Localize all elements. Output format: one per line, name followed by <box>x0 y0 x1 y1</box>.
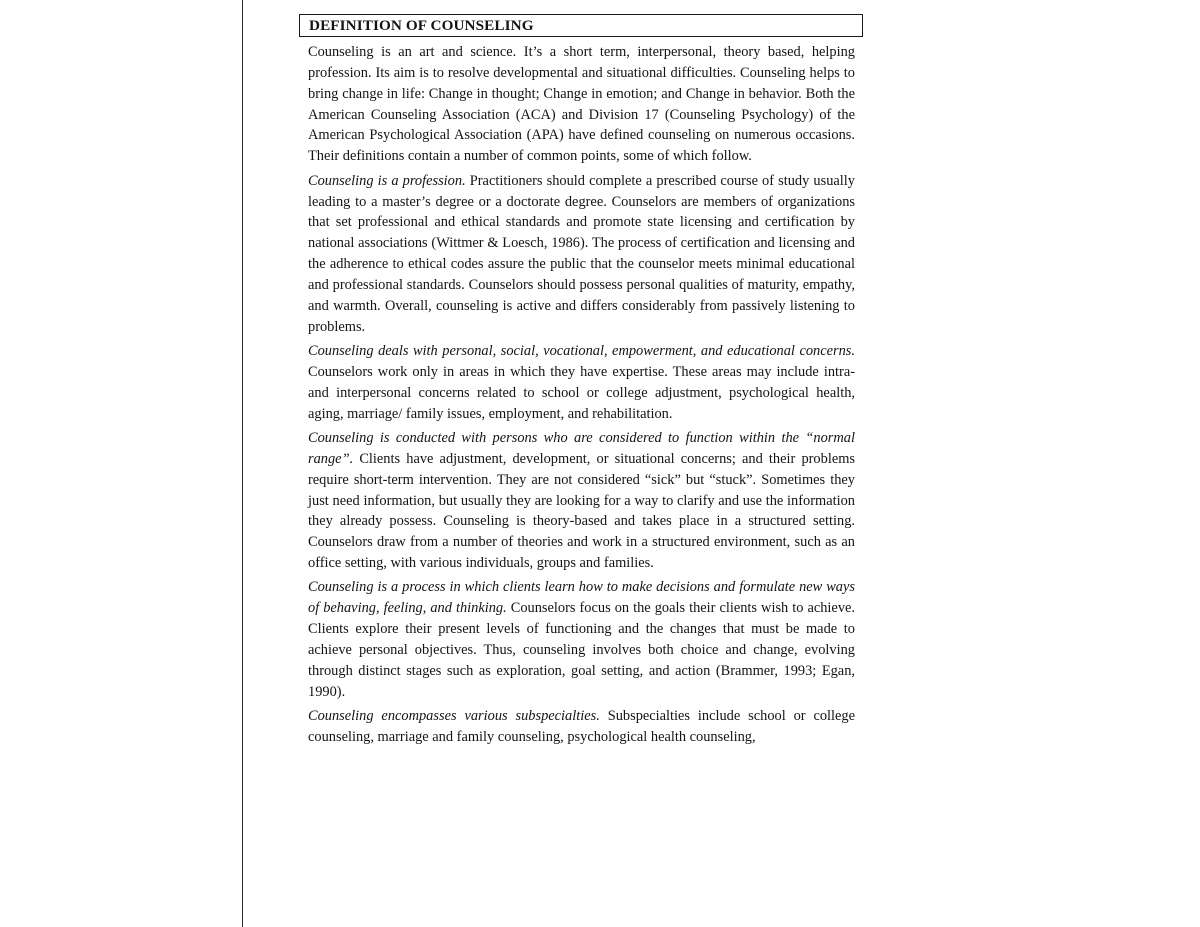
paragraph-text: Counseling is an art and science. It’s a short term, interpersonal, theory based, helping profession. Its aim is to resolve developmental and situational difficulties. Counseling helps to bring change in life: Change in thought; Change in emotion; and Change in behavior. Both the American Counseling Association (ACA) and Division 17 (Counseling Psychology) of the American Psychological Association (APA) have defined counseling on numerous occasions. Their definitions contain a number of common points, some of which follow. <box>308 44 855 165</box>
document-content <box>299 14 863 748</box>
paragraph-concerns <box>308 341 855 424</box>
paragraph-lead: Counseling is conducted with persons who are considered to function within the “normal range”. <box>308 429 855 467</box>
paragraph-subspecialties <box>308 706 855 748</box>
paragraph-lead: Counseling is a process in which clients learn how to make decisions and formulate new ways of behaving, feeling, and thinking. <box>308 579 855 617</box>
paragraph-lead: Counseling deals with personal, social, vocational, empowerment, and educational concerns. <box>308 343 855 359</box>
paragraph-text: Clients have adjustment, development, or situational concerns; and their problems require short-term intervention. They are not considered “sick” but “stuck”. Sometimes they just need information, but usually they are looking for a way to clarify and use the information they already possess. Counseling is theory-based and takes place in a structured setting. Counselors draw from a number of theories and work in a structured environment, such as an office setting, with various individuals, groups and families. <box>308 450 855 572</box>
paragraph-profession <box>308 171 855 338</box>
paragraph-lead: Counseling is a profession. <box>308 172 466 189</box>
paragraph-text: Counselors work only in areas in which they have expertise. These areas may include intra- and interpersonal concerns related to school or college adjustment, psychological health, aging, marriage/ family issues, employment, and rehabilitation. <box>308 363 855 422</box>
page-left-edge <box>242 0 243 927</box>
paragraph-definition <box>308 42 855 167</box>
document-body <box>299 42 855 748</box>
paragraph-text: Counselors focus on the goals their clients wish to achieve. Clients explore their present levels of functioning and the changes that must be made to achieve personal objectives. Thus, counseling involves both choice and change, evolving through distinct stages such as exploration, goal setting, and action (Brammer, 1993; Egan, 1990). <box>308 600 855 700</box>
section-heading: DEFINITION OF COUNSELING <box>299 14 863 37</box>
paragraph-process <box>308 577 855 702</box>
paragraph-text: Practitioners should complete a prescribed course of study usually leading to a master’s degree or a doctorate degree. Counselors are members of organizations that set professional and ethical standards and promote state licensing and certification by national associations (Wittmer & Loesch, 1986). The process of certification and licensing and the adherence to ethical codes assure the public that the counselor meets minimal educational and professional standards. Counselors should possess personal qualities of maturity, empathy, and warmth. Overall, counseling is active and differs considerably from passively listening to problems. <box>308 172 855 335</box>
paragraph-lead: Counseling encompasses various subspecialties. <box>308 708 600 725</box>
paragraph-text: Subspecialties include school or college counseling, marriage and family counseling, psychological health counseling, <box>308 708 855 745</box>
paragraph-normal-range <box>308 428 855 574</box>
